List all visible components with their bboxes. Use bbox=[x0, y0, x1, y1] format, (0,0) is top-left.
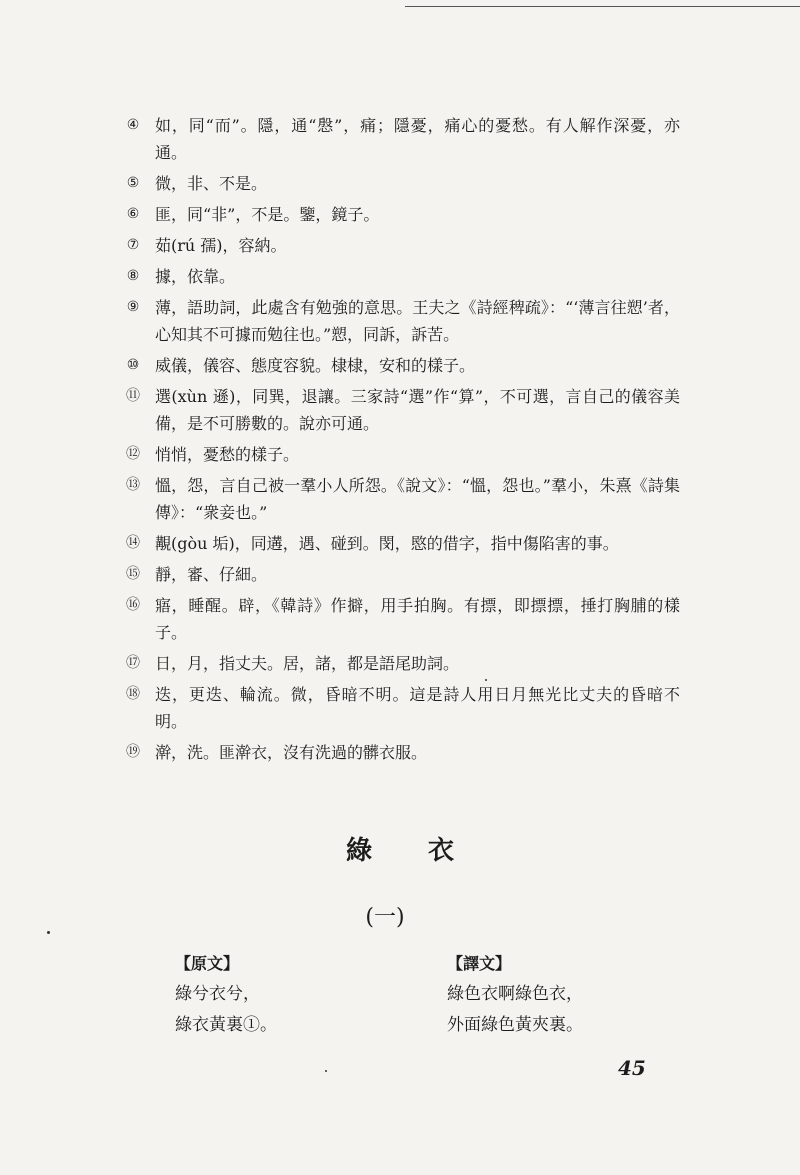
note-number: ⑨ bbox=[126, 299, 140, 315]
note-item bbox=[120, 263, 680, 290]
note-item bbox=[120, 170, 680, 197]
note-item bbox=[120, 739, 680, 766]
note-item bbox=[120, 681, 680, 735]
note-number: ⑪ bbox=[126, 388, 140, 404]
original-text-column bbox=[175, 948, 277, 1041]
note-item bbox=[120, 352, 680, 379]
page-number: 45 bbox=[618, 1056, 646, 1080]
note-number: ⑯ bbox=[126, 597, 140, 613]
translation-line: 綠色衣啊綠色衣， bbox=[447, 984, 583, 1004]
note-text: 威儀，儀容、態度容貌。棣棣，安和的樣子。 bbox=[155, 356, 476, 375]
note-text: 據，依靠。 bbox=[155, 267, 236, 286]
note-text: 匪，同“非”，不是。鑒，鏡子。 bbox=[155, 205, 380, 224]
note-item bbox=[120, 441, 680, 468]
note-number: ⑫ bbox=[126, 446, 140, 462]
note-number: ⑭ bbox=[126, 535, 140, 551]
translation-label: 【譯文】 bbox=[447, 954, 512, 973]
note-number: ⑮ bbox=[126, 566, 140, 582]
note-text: 日，月，指丈夫。居，諸，都是語尾助詞。 bbox=[155, 654, 460, 673]
notes-list bbox=[120, 112, 680, 770]
note-number: ⑤ bbox=[126, 175, 140, 191]
note-item bbox=[120, 561, 680, 588]
note-number: ⑬ bbox=[126, 477, 140, 493]
note-text: 悄悄，憂愁的樣子。 bbox=[155, 445, 300, 464]
note-number: ⑰ bbox=[126, 655, 140, 671]
note-text: 澣，洗。匪澣衣，沒有洗過的髒衣服。 bbox=[155, 743, 428, 762]
note-item bbox=[120, 232, 680, 259]
scan-speck bbox=[325, 1070, 327, 1072]
scan-speck bbox=[485, 679, 487, 681]
note-text: 靜，審、仔細。 bbox=[155, 565, 268, 584]
note-item bbox=[120, 383, 680, 437]
note-text: 寤，睡醒。辟，《韓詩》作擗，用手拍胸。有摽，即摽摽，捶打胸脯的樣子。 bbox=[155, 596, 680, 642]
note-item bbox=[120, 112, 680, 166]
note-text: 覯(gòu 垢)，同遘，遇、碰到。閔，愍的借字，指中傷陷害的事。 bbox=[155, 534, 619, 553]
note-text: 茹(rú 孺)，容納。 bbox=[155, 236, 287, 255]
note-text: 迭，更迭、輪流。微，昏暗不明。這是詩人用日月無光比丈夫的昏暗不明。 bbox=[155, 685, 680, 731]
note-text: 如，同“而”。隱，通“慇”，痛；隱憂，痛心的憂愁。有人解作深憂，亦通。 bbox=[155, 116, 680, 162]
original-label: 【原文】 bbox=[175, 954, 240, 973]
note-item bbox=[120, 472, 680, 526]
note-number: ⑩ bbox=[126, 357, 140, 373]
translation-line: 外面綠色黃夾裏。 bbox=[447, 1015, 583, 1035]
note-number: ⑥ bbox=[126, 206, 140, 222]
scan-speck bbox=[47, 931, 50, 934]
note-item bbox=[120, 530, 680, 557]
note-number: ⑲ bbox=[126, 744, 140, 760]
note-item bbox=[120, 201, 680, 228]
note-item bbox=[120, 294, 680, 348]
translation-column bbox=[447, 948, 583, 1041]
section-label: (一) bbox=[365, 905, 405, 930]
note-item bbox=[120, 592, 680, 646]
note-text: 薄，語助詞，此處含有勉強的意思。王夫之《詩經稗疏》：“‘薄言往愬’者，心知其不可據而勉往也。”愬，同訴，訴苦。 bbox=[155, 298, 680, 344]
poem-title: 綠衣 bbox=[345, 836, 510, 866]
original-line: 綠兮衣兮， bbox=[175, 984, 260, 1004]
original-line: 綠衣黃裏①。 bbox=[175, 1015, 277, 1035]
note-number: ⑦ bbox=[126, 237, 140, 253]
note-number: ④ bbox=[126, 117, 140, 133]
note-item bbox=[120, 650, 680, 677]
note-text: 微，非、不是。 bbox=[155, 174, 268, 193]
note-text: 慍，怨，言自己被一羣小人所怨。《說文》：“慍，怨也。”羣小，朱熹《詩集傳》：“衆妾也。” bbox=[155, 476, 680, 522]
note-text: 選(xùn 遜)，同巽，退讓。三家詩“選”作“算”，不可選，言自己的儀容美備，是不可勝數的。說亦可通。 bbox=[155, 387, 680, 433]
note-number: ⑱ bbox=[126, 686, 140, 702]
note-number: ⑧ bbox=[126, 268, 140, 284]
top-rule bbox=[405, 6, 800, 7]
